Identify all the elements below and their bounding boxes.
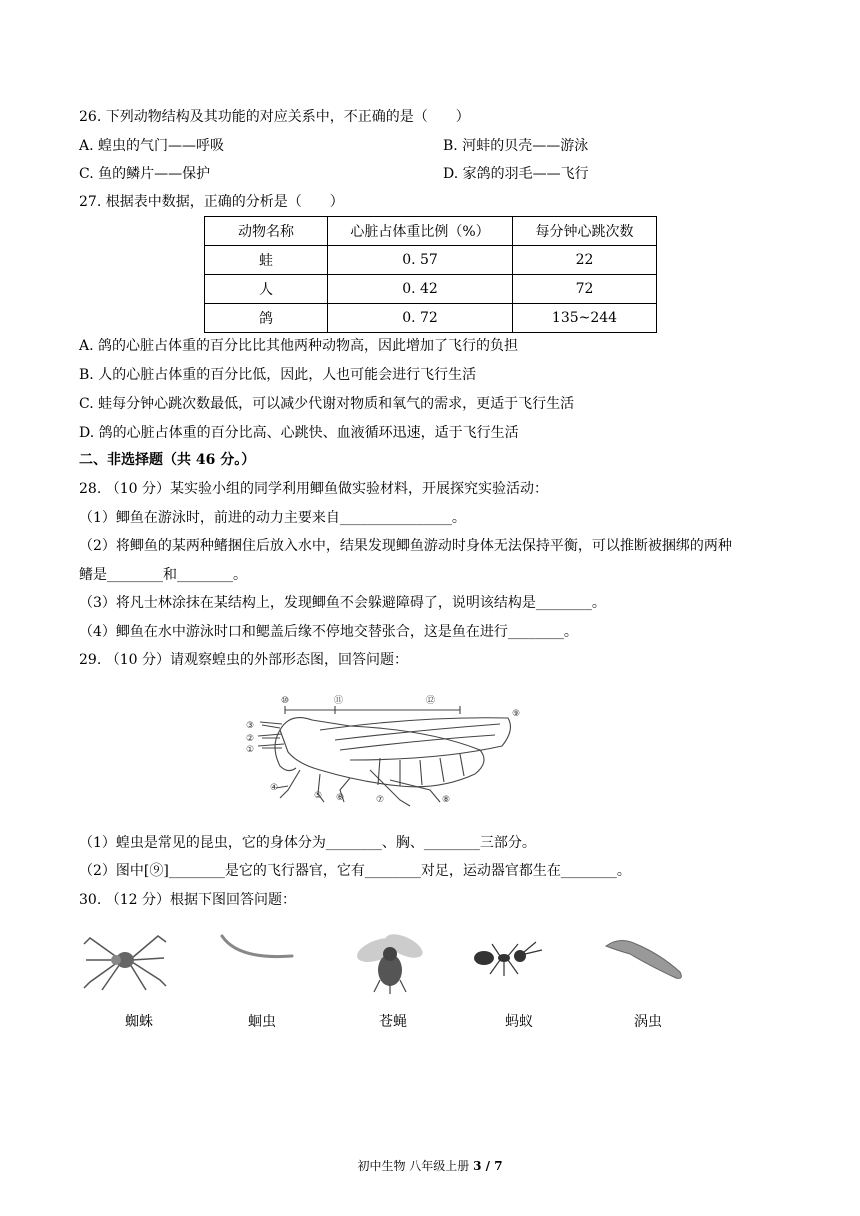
ant-image xyxy=(466,938,550,978)
table-header: 动物名称 xyxy=(205,217,328,246)
page-total: 7 xyxy=(494,1159,503,1173)
q28-part-2-cont: 鳍是________和________。 xyxy=(79,567,247,583)
part-label: ⑧ xyxy=(442,795,451,805)
q27-option-b: B. 人的心脏占体重的百分比低，因此，人也可能会进行飞行生活 xyxy=(79,367,477,383)
part-label: ⑦ xyxy=(376,795,385,805)
housefly-image xyxy=(350,926,430,996)
q29-part-2: （2）图中[⑨]________是它的飞行器官，它有________对足，运动器官都生在________。 xyxy=(79,863,631,879)
q27-option-d: D. 鸽的心脏占体重的百分比高、心跳快、血液循环迅速，适于飞行生活 xyxy=(79,425,519,441)
part-label: ⑤ xyxy=(314,791,323,801)
page-number: 3 xyxy=(473,1159,482,1173)
q26-option-d: D. 家鸽的羽毛——飞行 xyxy=(443,166,589,182)
table-cell: 鸽 xyxy=(205,304,328,333)
q27-option-a: A. 鸽的心脏占体重的百分比比其他两种动物高，因此增加了飞行的负担 xyxy=(79,338,519,354)
part-label: ⑨ xyxy=(512,709,521,719)
planarian-image xyxy=(600,932,690,987)
q28-part-4: （4）鲫鱼在水中游泳时口和鳃盖后缘不停地交替张合，这是鱼在进行________。 xyxy=(79,624,578,640)
q26-option-c: C. 鱼的鳞片——保护 xyxy=(79,166,211,182)
q29-part-1: （1）蝗虫是常见的昆虫，它的身体分为________、胸、________三部分。 xyxy=(79,835,536,851)
table-header: 每分钟心跳次数 xyxy=(513,217,657,246)
table-cell: 72 xyxy=(513,275,657,304)
caption-roundworm: 蛔虫 xyxy=(248,1014,276,1030)
section-heading: 二、非选择题（共 46 分。） xyxy=(79,452,256,468)
table-header: 心脏占体重比例（%） xyxy=(328,217,513,246)
table-cell: 0. 57 xyxy=(328,246,513,275)
q29-stem: 29. （10 分）请观察蝗虫的外部形态图，回答问题： xyxy=(79,652,408,668)
footer-subject: 初中生物 八年级上册 xyxy=(357,1159,474,1173)
page-separator: / xyxy=(481,1159,495,1173)
part-label: ⑫ xyxy=(426,696,436,706)
q26-option-b: B. 河蚌的贝壳——游泳 xyxy=(443,138,589,154)
table-cell: 135~244 xyxy=(513,304,657,333)
q27-option-c: C. 蛙每分钟心跳次数最低，可以减少代谢对物质和氧气的需求，更适于飞行生活 xyxy=(79,396,575,412)
caption-ant: 蚂蚁 xyxy=(505,1014,533,1030)
spider-image xyxy=(80,924,170,994)
q28-part-1: （1）鲫鱼在游泳时，前进的动力主要来自________________。 xyxy=(79,510,466,526)
part-label: ③ xyxy=(246,721,255,731)
q30-stem: 30. （12 分）根据下图回答问题： xyxy=(79,892,296,908)
caption-planarian: 涡虫 xyxy=(634,1014,662,1030)
table-cell: 蛙 xyxy=(205,246,328,275)
q26-stem: 26. 下列动物结构及其功能的对应关系中，不正确的是（ ） xyxy=(79,109,470,125)
caption-housefly: 苍蝇 xyxy=(379,1014,407,1030)
table-cell: 人 xyxy=(205,275,328,304)
table-header-row xyxy=(205,217,657,246)
table-cell: 22 xyxy=(513,246,657,275)
part-label: ⑥ xyxy=(336,793,345,803)
caption-spider: 蜘蛛 xyxy=(125,1014,153,1030)
page-footer xyxy=(0,1157,860,1174)
part-label: ② xyxy=(246,734,255,744)
q27-data-table xyxy=(204,216,657,333)
roundworm-image xyxy=(218,930,298,970)
q28-part-2: （2）将鲫鱼的某两种鳍捆住后放入水中，结果发现鲫鱼游动时身体无法保持平衡，可以推断被捆绑的两种 xyxy=(79,538,732,554)
table-cell: 0. 72 xyxy=(328,304,513,333)
part-label: ⑪ xyxy=(334,696,344,706)
part-label: ④ xyxy=(270,783,279,793)
q28-part-3: （3）将凡士林涂抹在某结构上，发现鲫鱼不会躲避障碍了，说明该结构是________。 xyxy=(79,595,606,611)
part-label: ① xyxy=(246,745,255,755)
part-label: ⑩ xyxy=(281,696,290,706)
table-row xyxy=(205,304,657,333)
q28-stem: 28. （10 分）某实验小组的同学利用鲫鱼做实验材料，开展探究实验活动： xyxy=(79,481,548,497)
q27-stem: 27. 根据表中数据，正确的分析是（ ） xyxy=(79,194,344,210)
q26-option-a: A. 蝗虫的气门——呼吸 xyxy=(79,138,225,154)
table-cell: 0. 42 xyxy=(328,275,513,304)
table-row xyxy=(205,275,657,304)
grasshopper-diagram xyxy=(240,690,540,810)
table-row xyxy=(205,246,657,275)
